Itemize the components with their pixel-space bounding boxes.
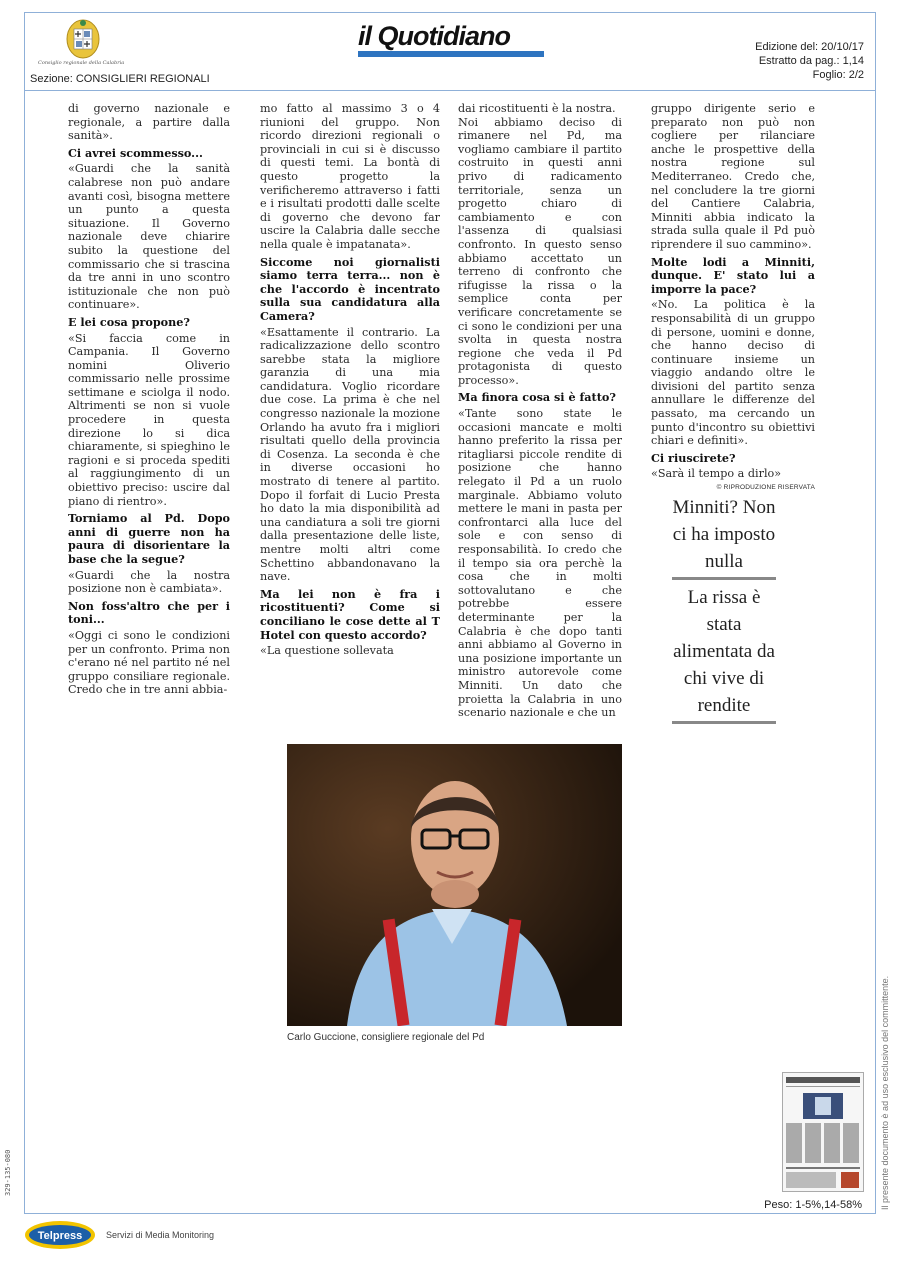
- article-paragraph: Noi abbiamo deciso di rimanere nel Pd, ma vogliamo cambiare il partito costruito in questi anni privo di radicamento territoriale, senza un progetto chiaro di cambiamento e con l'assenza di qualsiasi confronto. In questo senso abbiamo accettato un terreno di confronto che rifugisse la rissa o la semplice conta per verificare concretamente se ci sono le condizioni per una svolta in questa nostra regione che veda il Pd protagonista di questo processo».: [458, 115, 622, 387]
- telpress-brand-text: Telpress: [37, 1230, 83, 1242]
- photo-caption: Carlo Guccione, consigliere regionale del Pd: [287, 1032, 485, 1043]
- interview-question: E lei cosa propone?: [68, 314, 190, 329]
- interview-question: Non foss'altro che per i toni...: [68, 598, 230, 627]
- article-paragraph: «Guardi che la sanità calabrese non può andare avanti così, bisogna mettere un punto a questa situazione. Il Governo nazionale deve chiarire subito la questione del commissario che si trascina da tre anni in uno scontro istituzionale che non può continuare».: [68, 162, 230, 312]
- interview-question: Ma finora cosa si è fatto?: [458, 390, 616, 405]
- article-paragraph: mo fatto al massimo 3 o 4 riunioni del gruppo. Non ricordo direzioni regionali o provinciali in cui si è discusso di questi temi. La bontà di questo progetto la verificheremo attraverso i fatti e i risultati prodotti dalle scelte di governo che devono far uscire la Calabria dalle secche nella quale è impatanata».: [260, 102, 440, 251]
- article-column-3: [458, 102, 622, 720]
- pull-quote-line-2: La rissa è stata alimentata da chi vive di rendite: [673, 587, 775, 716]
- masthead-bar: [358, 51, 544, 57]
- interview-question: Siccome noi giornalisti siamo terra terra... non è che l'accordo è incentrato sulla sua candidatura alla Camera?: [260, 254, 440, 323]
- pull-quote-line-1: Minniti? Non ci ha imposto nulla: [672, 497, 776, 572]
- article-paragraph: «Si faccia come in Campania. Il Governo nomini Oliverio commissario nelle prossime settimane e sciolga il nodo. Altrimenti se non si vuole procedere in questa direzione lo si dica chiaramente, si spieghino le ragioni e si proceda spediti al raggiungimento di un obiettivo preciso: uscire dal piano di rientro».: [68, 331, 230, 508]
- newspaper-masthead: [358, 22, 544, 58]
- interview-question: Ci riuscirete?: [651, 450, 736, 465]
- usage-notice: Il presente documento è ad uso esclusivo del committente.: [880, 975, 890, 1210]
- header-divider: [24, 90, 876, 91]
- article-paragraph: «La questione sollevata: [260, 644, 394, 658]
- article-paragraph: gruppo dirigente serio e preparato non può non cogliere per rilanciare anche le prospettive della nostra regione sul Mediterraneo. Credo che, nel concludere la tre giorni del Cantiere Calabria, Minniti abbia indicato la strada sulla quale il Pd può riprendere il suo cammino».: [651, 102, 815, 251]
- article-paragraph: «Oggi ci sono le condizioni per un confronto. Prima non c'erano né nel partito né nel gruppo consiliare regionale. Credo che in tre anni abbia-: [68, 628, 230, 697]
- article-paragraph: «Esattamente il contrario. La radicalizzazione dello scontro sarebbe stata la migliore garanzia di una mia candidatura. Voglio ricordare due cose. La prima è che nel congresso nazionale la mozione Orlando ha avuto fra i migliori risultati quello della provincia di Cosenza. La seconda è che in diverse occasioni ho mostrato di tenere al partito. Dopo il forfait di Lucio Presta ho dato la mia disponibilità ad una candiatura a soli tre giorni dalla presentazione delle liste, mentre molti altri come Schettino abbandonavano la nave.: [260, 325, 441, 584]
- telpress-logo: [24, 1220, 96, 1250]
- document-code: 329-135-080: [4, 1149, 12, 1196]
- interview-question: Ma lei non è fra i ricostituenti? Come si conciliano le cose dette al T Hotel con questo accordo?: [260, 586, 440, 642]
- sheet-number: Foglio: 2/2: [812, 69, 864, 81]
- article-paragraph: «Sarà il tempo a dirlo»: [651, 467, 782, 481]
- article-column-1: [68, 102, 230, 697]
- edition-meta: [755, 40, 864, 82]
- article-column-4: [651, 102, 815, 495]
- article-paragraph: di governo nazionale e regionale, a partire dalla sanità».: [68, 102, 230, 143]
- pull-quote-rule: [672, 577, 776, 580]
- weight-info: Peso: 1-5%,14-58%: [764, 1199, 862, 1211]
- interview-question: Molte lodi a Minniti, dunque. E' stato lui a imporre la pace?: [651, 254, 815, 296]
- pull-quote-rule-bottom: [672, 721, 776, 724]
- article-paragraph: «Guardi che la nostra posizione non è cambiata».: [68, 568, 230, 596]
- portrait-photo: [287, 744, 622, 1026]
- masthead-title: il Quotidiano: [358, 21, 510, 51]
- interview-question: Torniamo al Pd. Dopo anni di guerre non ha paura di disorientare la base che la segue?: [68, 511, 230, 566]
- pull-quote: [672, 494, 776, 728]
- region-crest-logo: [56, 18, 110, 60]
- article-paragraph: «Tante sono state le occasioni mancate e molti hanno preferito la rissa per ritagliarsi piccole rendite di posizione che hanno relegato il Pd a un ruolo marginale. Abbiamo voluto mettere le mani in pasta per confrontarci alla luce del sole e con senso di responsabilità. Io credo che il tempo sia ora perchè la cosa che in molti sottovalutano e che potrebbe essere determinante per la Calabria è che dopo tanti anni abbiamo al Governo in una posizione importante un ministro autorevole come Minniti. Un dato che proietta la Calabria in uno scenario nazionale e che un: [458, 407, 622, 720]
- article-paragraph: dai ricostituenti è la nostra.: [458, 102, 616, 115]
- article-paragraph: «No. La politica è la responsabilità di un gruppo di persone, uomini e donne, che hanno deciso di continuare insieme un viaggio andando oltre le divisioni del partito senza annullare le differenze del passato, ma cercando un punto d'incontro su obiettivi chiari e definiti».: [651, 298, 815, 448]
- interview-question: Ci avrei scommesso...: [68, 145, 203, 160]
- section-label: Sezione: CONSIGLIERI REGIONALI: [30, 73, 210, 85]
- page-thumbnail: [782, 1072, 864, 1192]
- copyright-signature: © RIPRODUZIONE RISERVATA: [716, 484, 815, 492]
- service-label: Servizi di Media Monitoring: [106, 1230, 215, 1240]
- excerpt-pages: Estratto da pag.: 1,14: [758, 55, 864, 67]
- edition-date: Edizione del: 20/10/17: [755, 41, 864, 53]
- article-column-2: [260, 102, 440, 658]
- logo-caption: Consiglio regionale della Calabria: [38, 60, 125, 66]
